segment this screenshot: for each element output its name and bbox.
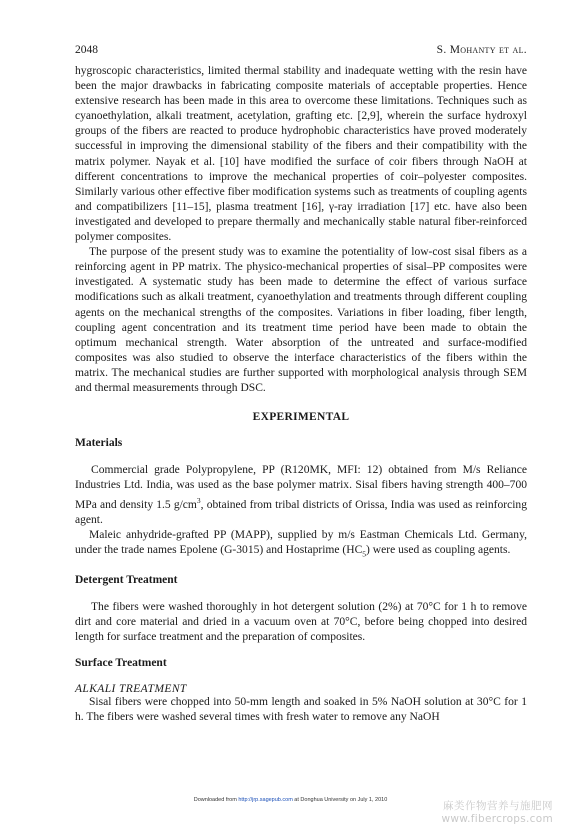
alkali-paragraph-1: Sisal fibers were chopped into 50-mm length and soaked in 5% NaOH solution at 30°C for 1 h. The fibers were washed several times with fresh water to remove any NaOH xyxy=(75,696,527,724)
running-head-initial: S. M xyxy=(436,44,461,56)
download-prefix: Downloaded from xyxy=(193,797,239,803)
article-body xyxy=(75,64,527,725)
materials-p2-subscript: 5 xyxy=(362,549,367,559)
watermark-chinese: 麻类作物营养与施肥网 xyxy=(443,800,553,812)
materials-p1-text-b: , obtained from tribal districts of Orissa, India was used as reinforcing agent. xyxy=(75,499,527,527)
download-link[interactable]: http://jrp.sagepub.com xyxy=(238,797,293,803)
materials-p1-text-a: Commercial grade Polypropylene, PP (R120MK, MFI: 12) obtained from M/s Reliance Industries Ltd. India, was used as the base polymer matrix. Sisal fibers having strength 400–700 MPa and density 1.5 g/cm xyxy=(75,464,527,512)
subsection-heading-surface: Surface Treatment xyxy=(75,657,167,670)
subsection-heading-detergent: Detergent Treatment xyxy=(75,573,178,586)
materials-paragraph-1 xyxy=(75,463,527,528)
alkali-treatment-heading: ALKALI TREATMENT xyxy=(75,683,187,696)
materials-p1-superscript: 3 xyxy=(196,496,201,506)
intro-paragraph-1: hygroscopic characteristics, limited thermal stability and inadequate wetting with the resin have been the major drawbacks in fabricating composite materials of acceptable properties. Hence extensive research has been made in this area to overcome these limitations. Techniques such as cyanoethylation, alkali treatment, acetylation, grafting etc. [2,9], wherein the surface hydroxyl groups of the fibers are reacted to produce hydrophobic characteristics have proved moderately successful in improving the dimensional stability of the fibers and their compatibility with the matrix polymer. Nayak et al. [10] have modified the surface of coir fibers through NaOH at different concentrations to improve the mechanical properties of coir–polyester composites. Similarly various other effective fiber modification systems such as treatments of coupling agents and compatibilizers [11–15], plasma treatment [16], γ-ray irradiation [17] etc. have also been investigated and developed to prepare thermally and mechanically stable natural fiber-reinforced polymer composites. xyxy=(75,65,527,244)
materials-p2-text-a: Maleic anhydride-grafted PP (MAPP), supplied by m/s Eastman Chemicals Ltd. Germany, under the trade names Epolene (G-3015) and Hostaprime (HC xyxy=(75,529,527,557)
watermark-url: www.fibercrops.com xyxy=(441,813,553,825)
materials-p2-text-b: ) were used as coupling agents. xyxy=(366,544,511,557)
intro-paragraph-2: The purpose of the present study was to examine the potentiality of low-cost sisal fibers as a reinforcing agent in PP matrix. The physico-mechanical properties of sisal–PP composites were investigated. A systematic study has been made to determine the effect of various surface modifications such as alkali treatment, cyanoethylation and treatments through different coupling agents on the mechanical strengths of the composites. Variations in fiber loading, fiber length, coupling agent concentration and its treatment time period have been made to obtain the optimum mechanical strength. Water absorption of the untreated and surface-modified composites was also studied to observe the interface characteristics of the fibers within the matrix. The mechanical studies are further supported with morphological analysis through SEM and thermal measurements through DSC. xyxy=(75,246,527,394)
running-head xyxy=(437,44,527,56)
page-number: 2048 xyxy=(75,44,98,56)
materials-paragraph-2 xyxy=(75,528,527,561)
section-heading-experimental: EXPERIMENTAL xyxy=(252,411,350,424)
running-head-rest: ohanty et al. xyxy=(460,44,527,56)
detergent-paragraph-1: The fibers were washed thoroughly in hot detergent solution (2%) at 70°C for 1 h to remove dirt and core material and dried in a vacuum oven at 70°C, before being chopped into desired length for surface treatment and the preparation of composites. xyxy=(75,600,527,643)
download-suffix: at Donghua University on July 1, 2010 xyxy=(292,797,388,803)
subsection-heading-materials: Materials xyxy=(75,437,123,450)
